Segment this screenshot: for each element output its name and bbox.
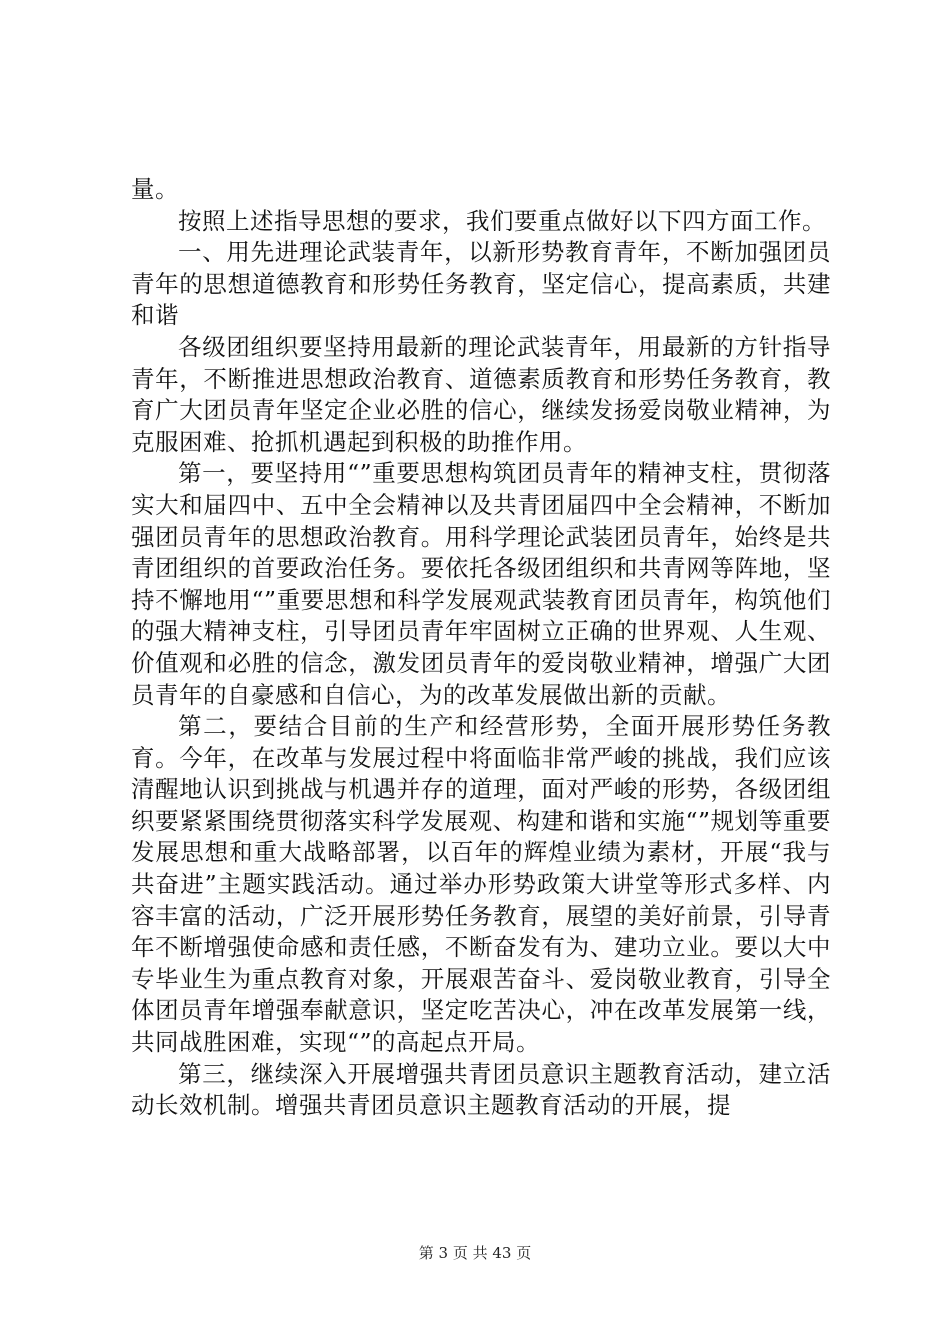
- document-body: [131, 174, 831, 1122]
- paragraph: 量。: [131, 175, 179, 203]
- section-heading: 一、用先进理论武装青年，以新形势教育青年，不断加强团员青年的思想道德教育和形势任务教育，坚定信心，提高素质，共建和谐: [131, 238, 831, 330]
- page-number-footer: 第 3 页 共 43 页: [418, 1244, 532, 1262]
- paragraph: 按照上述指导思想的要求，我们要重点做好以下四方面工作。: [178, 206, 826, 235]
- paragraph: 第一，要坚持用“”重要思想构筑团员青年的精神支柱，贯彻落实大和届四中、五中全会精神以及共青团届四中全会精神，不断加强团员青年的思想政治教育。用科学理论武装团员青年，始终是共青团组织的首要政治任务。要依托各级团组织和共青网等阵地，坚持不懈地用“”重要思想和科学发展观武装教育团员青年，构筑他们的强大精神支柱，引导团员青年牢固树立正确的世界观、人生观、价值观和必胜的信念，激发团员青年的爱岗敬业精神，增强广大团员青年的自豪感和自信心，为的改革发展做出新的贡献。: [131, 459, 831, 709]
- paragraph: 第三，继续深入开展增强共青团员意识主题教育活动，建立活动长效机制。增强共青团员意识主题教育活动的开展，提: [131, 1059, 831, 1120]
- paragraph: 第二，要结合目前的生产和经营形势，全面开展形势任务教育。今年，在改革与发展过程中将面临非常严峻的挑战，我们应该清醒地认识到挑战与机遇并存的道理，面对严峻的形势，各级团组织要紧紧围绕贯彻落实科学发展观、构建和谐和实施“”规划等重要发展思想和重大战略部署，以百年的辉煌业绩为素材，开展“我与共奋进”主题实践活动。通过举办形势政策大讲堂等形式多样、内容丰富的活动，广泛开展形势任务教育，展望的美好前景，引导青年不断增强使命感和责任感，不断奋发有为、建功立业。要以大中专毕业生为重点教育对象，开展艰苦奋斗、爱岗敬业教育，引导全体团员青年增强奉献意识，坚定吃苦决心，冲在改革发展第一线，共同战胜困难，实现“”的高起点开局。: [131, 712, 831, 1057]
- paragraph: 各级团组织要坚持用最新的理论武装青年，用最新的方针指导青年，不断推进思想政治教育、道德素质教育和形势任务教育，教育广大团员青年坚定企业必胜的信心，继续发扬爱岗敬业精神，为克服困难、抢抓机遇起到积极的助推作用。: [131, 332, 831, 456]
